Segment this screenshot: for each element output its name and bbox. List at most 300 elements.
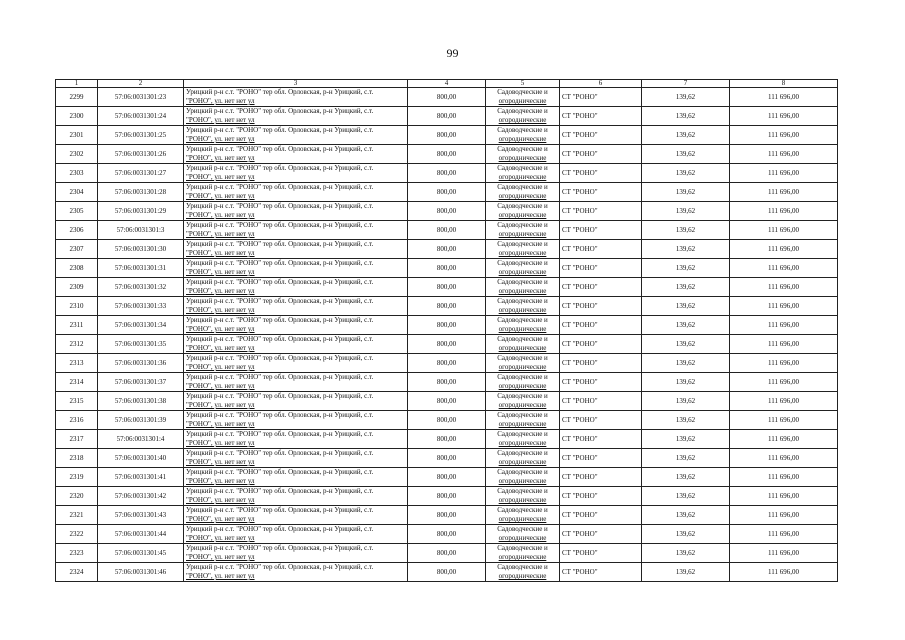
address-line-1: Урицкий р-н с.т. "РОНО" тер обл. Орловская, р-н Урицкий, с.т. xyxy=(186,88,374,96)
cadastral-number: 57:06:0031301:30 xyxy=(98,240,184,259)
land-use-line-2: огороднические xyxy=(498,363,547,371)
table-row xyxy=(56,525,838,544)
address-line-1: Урицкий р-н с.т. "РОНО" тер обл. Орловская, р-н Урицкий, с.т. xyxy=(186,164,374,172)
price-per-unit: 139,62 xyxy=(642,373,730,392)
address-line-1: Урицкий р-н с.т. "РОНО" тер обл. Орловская, р-н Урицкий, с.т. xyxy=(186,126,374,134)
price-per-unit: 139,62 xyxy=(642,335,730,354)
zone-name: СТ "РОНО" xyxy=(560,525,642,544)
land-use-cell xyxy=(486,487,560,506)
area-value: 800,00 xyxy=(408,525,486,544)
total-value: 111 696,00 xyxy=(730,126,838,145)
price-per-unit: 139,62 xyxy=(642,278,730,297)
zone-name: СТ "РОНО" xyxy=(560,430,642,449)
land-use-line-2: огороднические xyxy=(498,211,547,219)
address-cell xyxy=(184,297,408,316)
row-number: 2322 xyxy=(56,525,98,544)
table-row xyxy=(56,506,838,525)
cadastral-number: 57:06:0031301:24 xyxy=(98,107,184,126)
area-value: 800,00 xyxy=(408,278,486,297)
address-cell xyxy=(184,316,408,335)
address-line-1: Урицкий р-н с.т. "РОНО" тер обл. Орловская, р-н Урицкий, с.т. xyxy=(186,202,374,210)
land-use-line-1: Садоводческие и xyxy=(497,221,548,229)
address-line-2: "РОНО", ул. нет нет ул xyxy=(186,97,255,105)
land-use-line-2: огороднические xyxy=(498,268,547,276)
address-cell xyxy=(184,221,408,240)
land-use-line-2: огороднические xyxy=(498,344,547,352)
table-row xyxy=(56,202,838,221)
address-line-1: Урицкий р-н с.т. "РОНО" тер обл. Орловская, р-н Урицкий, с.т. xyxy=(186,373,374,381)
land-use-line-1: Садоводческие и xyxy=(497,278,548,286)
land-use-line-1: Садоводческие и xyxy=(497,126,548,134)
address-line-2: "РОНО", ул. нет нет ул xyxy=(186,192,255,200)
land-use-line-2: огороднические xyxy=(498,135,547,143)
address-cell xyxy=(184,525,408,544)
total-value: 111 696,00 xyxy=(730,335,838,354)
area-value: 800,00 xyxy=(408,449,486,468)
total-value: 111 696,00 xyxy=(730,183,838,202)
total-value: 111 696,00 xyxy=(730,392,838,411)
row-number: 2312 xyxy=(56,335,98,354)
zone-name: СТ "РОНО" xyxy=(560,449,642,468)
land-use-cell xyxy=(486,278,560,297)
row-number: 2300 xyxy=(56,107,98,126)
land-use-cell xyxy=(486,316,560,335)
zone-name: СТ "РОНО" xyxy=(560,506,642,525)
land-use-line-1: Садоводческие и xyxy=(497,411,548,419)
zone-name: СТ "РОНО" xyxy=(560,316,642,335)
area-value: 800,00 xyxy=(408,354,486,373)
price-per-unit: 139,62 xyxy=(642,183,730,202)
land-use-line-1: Садоводческие и xyxy=(497,88,548,96)
land-use-line-2: огороднические xyxy=(498,420,547,428)
land-use-line-1: Садоводческие и xyxy=(497,525,548,533)
total-value: 111 696,00 xyxy=(730,525,838,544)
table-row xyxy=(56,544,838,563)
address-line-1: Урицкий р-н с.т. "РОНО" тер обл. Орловская, р-н Урицкий, с.т. xyxy=(186,354,374,362)
total-value: 111 696,00 xyxy=(730,221,838,240)
address-line-2: "РОНО", ул. нет нет ул xyxy=(186,268,255,276)
table-row xyxy=(56,487,838,506)
land-use-line-1: Садоводческие и xyxy=(497,335,548,343)
address-line-1: Урицкий р-н с.т. "РОНО" тер обл. Орловская, р-н Урицкий, с.т. xyxy=(186,392,374,400)
price-per-unit: 139,62 xyxy=(642,164,730,183)
land-use-line-2: огороднические xyxy=(498,401,547,409)
area-value: 800,00 xyxy=(408,259,486,278)
column-header: 7 xyxy=(642,80,730,88)
address-cell xyxy=(184,411,408,430)
cadastral-number: 57:06:0031301:26 xyxy=(98,145,184,164)
zone-name: СТ "РОНО" xyxy=(560,563,642,582)
cadastral-number: 57:06:0031301:32 xyxy=(98,278,184,297)
address-line-1: Урицкий р-н с.т. "РОНО" тер обл. Орловская, р-н Урицкий, с.т. xyxy=(186,468,374,476)
row-number: 2315 xyxy=(56,392,98,411)
zone-name: СТ "РОНО" xyxy=(560,411,642,430)
area-value: 800,00 xyxy=(408,164,486,183)
row-number: 2304 xyxy=(56,183,98,202)
land-use-line-2: огороднические xyxy=(498,173,547,181)
land-use-line-1: Садоводческие и xyxy=(497,183,548,191)
price-per-unit: 139,62 xyxy=(642,88,730,107)
price-per-unit: 139,62 xyxy=(642,297,730,316)
zone-name: СТ "РОНО" xyxy=(560,202,642,221)
column-header: 2 xyxy=(98,80,184,88)
address-cell xyxy=(184,145,408,164)
land-use-line-2: огороднические xyxy=(498,572,547,580)
zone-name: СТ "РОНО" xyxy=(560,468,642,487)
cadastral-number: 57:06:0031301:43 xyxy=(98,506,184,525)
address-cell xyxy=(184,164,408,183)
area-value: 800,00 xyxy=(408,563,486,582)
price-per-unit: 139,62 xyxy=(642,392,730,411)
land-use-line-2: огороднические xyxy=(498,439,547,447)
zone-name: СТ "РОНО" xyxy=(560,297,642,316)
total-value: 111 696,00 xyxy=(730,88,838,107)
area-value: 800,00 xyxy=(408,240,486,259)
total-value: 111 696,00 xyxy=(730,145,838,164)
address-line-2: "РОНО", ул. нет нет ул xyxy=(186,553,255,561)
address-line-2: "РОНО", ул. нет нет ул xyxy=(186,325,255,333)
zone-name: СТ "РОНО" xyxy=(560,392,642,411)
price-per-unit: 139,62 xyxy=(642,202,730,221)
land-use-line-1: Садоводческие и xyxy=(497,297,548,305)
address-line-2: "РОНО", ул. нет нет ул xyxy=(186,287,255,295)
column-header: 8 xyxy=(730,80,838,88)
total-value: 111 696,00 xyxy=(730,411,838,430)
address-line-1: Урицкий р-н с.т. "РОНО" тер обл. Орловская, р-н Урицкий, с.т. xyxy=(186,563,374,571)
land-use-line-1: Садоводческие и xyxy=(497,544,548,552)
total-value: 111 696,00 xyxy=(730,107,838,126)
land-use-line-1: Садоводческие и xyxy=(497,563,548,571)
address-line-2: "РОНО", ул. нет нет ул xyxy=(186,344,255,352)
total-value: 111 696,00 xyxy=(730,506,838,525)
total-value: 111 696,00 xyxy=(730,373,838,392)
price-per-unit: 139,62 xyxy=(642,354,730,373)
row-number: 2317 xyxy=(56,430,98,449)
area-value: 800,00 xyxy=(408,126,486,145)
cadastral-number: 57:06:0031301:3 xyxy=(98,221,184,240)
price-per-unit: 139,62 xyxy=(642,259,730,278)
total-value: 111 696,00 xyxy=(730,164,838,183)
area-value: 800,00 xyxy=(408,335,486,354)
address-cell xyxy=(184,468,408,487)
price-per-unit: 139,62 xyxy=(642,449,730,468)
zone-name: СТ "РОНО" xyxy=(560,259,642,278)
table-row xyxy=(56,107,838,126)
table-row xyxy=(56,183,838,202)
address-cell xyxy=(184,335,408,354)
address-line-1: Урицкий р-н с.т. "РОНО" тер обл. Орловская, р-н Урицкий, с.т. xyxy=(186,183,374,191)
land-use-cell xyxy=(486,259,560,278)
cadastral-number: 57:06:0031301:4 xyxy=(98,430,184,449)
land-use-cell xyxy=(486,297,560,316)
land-use-line-2: огороднические xyxy=(498,230,547,238)
total-value: 111 696,00 xyxy=(730,563,838,582)
address-cell xyxy=(184,107,408,126)
table-row xyxy=(56,392,838,411)
address-cell xyxy=(184,449,408,468)
cadastral-number: 57:06:0031301:40 xyxy=(98,449,184,468)
land-use-line-1: Садоводческие и xyxy=(497,259,548,267)
land-use-line-2: огороднические xyxy=(498,496,547,504)
table-row xyxy=(56,316,838,335)
row-number: 2301 xyxy=(56,126,98,145)
address-line-1: Урицкий р-н с.т. "РОНО" тер обл. Орловская, р-н Урицкий, с.т. xyxy=(186,430,374,438)
land-use-cell xyxy=(486,202,560,221)
address-cell xyxy=(184,183,408,202)
land-use-line-2: огороднические xyxy=(498,97,547,105)
address-line-2: "РОНО", ул. нет нет ул xyxy=(186,249,255,257)
area-value: 800,00 xyxy=(408,88,486,107)
address-cell xyxy=(184,373,408,392)
cadastral-number: 57:06:0031301:27 xyxy=(98,164,184,183)
land-use-line-1: Садоводческие и xyxy=(497,202,548,210)
row-number: 2314 xyxy=(56,373,98,392)
column-header: 5 xyxy=(486,80,560,88)
row-number: 2321 xyxy=(56,506,98,525)
address-line-2: "РОНО", ул. нет нет ул xyxy=(186,534,255,542)
land-use-cell xyxy=(486,335,560,354)
address-cell xyxy=(184,506,408,525)
table-row xyxy=(56,297,838,316)
price-per-unit: 139,62 xyxy=(642,240,730,259)
land-use-cell xyxy=(486,506,560,525)
address-line-2: "РОНО", ул. нет нет ул xyxy=(186,572,255,580)
row-number: 2307 xyxy=(56,240,98,259)
area-value: 800,00 xyxy=(408,392,486,411)
table-row xyxy=(56,240,838,259)
land-use-line-2: огороднические xyxy=(498,116,547,124)
column-header: 1 xyxy=(56,80,98,88)
zone-name: СТ "РОНО" xyxy=(560,487,642,506)
table-row xyxy=(56,430,838,449)
area-value: 800,00 xyxy=(408,411,486,430)
land-use-line-1: Садоводческие и xyxy=(497,354,548,362)
cadastral-number: 57:06:0031301:37 xyxy=(98,373,184,392)
total-value: 111 696,00 xyxy=(730,449,838,468)
address-line-2: "РОНО", ул. нет нет ул xyxy=(186,420,255,428)
column-header: 4 xyxy=(408,80,486,88)
land-use-cell xyxy=(486,354,560,373)
table-row xyxy=(56,335,838,354)
area-value: 800,00 xyxy=(408,430,486,449)
price-per-unit: 139,62 xyxy=(642,506,730,525)
total-value: 111 696,00 xyxy=(730,544,838,563)
address-cell xyxy=(184,354,408,373)
land-use-line-2: огороднические xyxy=(498,477,547,485)
table-row xyxy=(56,126,838,145)
land-use-cell xyxy=(486,88,560,107)
table-row xyxy=(56,354,838,373)
address-line-2: "РОНО", ул. нет нет ул xyxy=(186,211,255,219)
address-line-1: Урицкий р-н с.т. "РОНО" тер обл. Орловская, р-н Урицкий, с.т. xyxy=(186,145,374,153)
land-use-cell xyxy=(486,563,560,582)
address-line-2: "РОНО", ул. нет нет ул xyxy=(186,116,255,124)
address-line-1: Урицкий р-н с.т. "РОНО" тер обл. Орловская, р-н Урицкий, с.т. xyxy=(186,449,374,457)
land-use-line-2: огороднические xyxy=(498,458,547,466)
address-line-1: Урицкий р-н с.т. "РОНО" тер обл. Орловская, р-н Урицкий, с.т. xyxy=(186,240,374,248)
address-cell xyxy=(184,202,408,221)
land-use-cell xyxy=(486,145,560,164)
cadastral-number: 57:06:0031301:45 xyxy=(98,544,184,563)
address-line-1: Урицкий р-н с.т. "РОНО" тер обл. Орловская, р-н Урицкий, с.т. xyxy=(186,107,374,115)
land-use-line-1: Садоводческие и xyxy=(497,316,548,324)
area-value: 800,00 xyxy=(408,487,486,506)
price-per-unit: 139,62 xyxy=(642,487,730,506)
cadastral-number: 57:06:0031301:42 xyxy=(98,487,184,506)
land-use-line-1: Садоводческие и xyxy=(497,240,548,248)
page-number: 99 xyxy=(446,46,459,60)
land-use-line-2: огороднические xyxy=(498,325,547,333)
zone-name: СТ "РОНО" xyxy=(560,164,642,183)
total-value: 111 696,00 xyxy=(730,278,838,297)
cadastral-number: 57:06:0031301:34 xyxy=(98,316,184,335)
table-row xyxy=(56,259,838,278)
price-per-unit: 139,62 xyxy=(642,107,730,126)
table-row xyxy=(56,221,838,240)
zone-name: СТ "РОНО" xyxy=(560,354,642,373)
row-number: 2308 xyxy=(56,259,98,278)
land-use-cell xyxy=(486,430,560,449)
row-number: 2323 xyxy=(56,544,98,563)
table-row xyxy=(56,164,838,183)
cadastral-number: 57:06:0031301:39 xyxy=(98,411,184,430)
address-line-2: "РОНО", ул. нет нет ул xyxy=(186,306,255,314)
row-number: 2302 xyxy=(56,145,98,164)
total-value: 111 696,00 xyxy=(730,430,838,449)
address-line-1: Урицкий р-н с.т. "РОНО" тер обл. Орловская, р-н Урицкий, с.т. xyxy=(186,506,374,514)
land-use-cell xyxy=(486,468,560,487)
land-use-cell xyxy=(486,449,560,468)
row-number: 2324 xyxy=(56,563,98,582)
address-line-1: Урицкий р-н с.т. "РОНО" тер обл. Орловская, р-н Урицкий, с.т. xyxy=(186,259,374,267)
address-line-1: Урицкий р-н с.т. "РОНО" тер обл. Орловская, р-н Урицкий, с.т. xyxy=(186,297,374,305)
zone-name: СТ "РОНО" xyxy=(560,183,642,202)
land-use-cell xyxy=(486,164,560,183)
table-row xyxy=(56,563,838,582)
address-cell xyxy=(184,126,408,145)
total-value: 111 696,00 xyxy=(730,259,838,278)
cadastral-number: 57:06:0031301:38 xyxy=(98,392,184,411)
land-use-cell xyxy=(486,525,560,544)
cadastral-number: 57:06:0031301:46 xyxy=(98,563,184,582)
land-use-line-1: Садоводческие и xyxy=(497,468,548,476)
address-cell xyxy=(184,392,408,411)
address-line-1: Урицкий р-н с.т. "РОНО" тер обл. Орловская, р-н Урицкий, с.т. xyxy=(186,544,374,552)
land-use-cell xyxy=(486,373,560,392)
land-use-cell xyxy=(486,107,560,126)
total-value: 111 696,00 xyxy=(730,240,838,259)
land-use-cell xyxy=(486,240,560,259)
area-value: 800,00 xyxy=(408,221,486,240)
table-row xyxy=(56,373,838,392)
column-header: 6 xyxy=(560,80,642,88)
address-cell xyxy=(184,544,408,563)
address-cell xyxy=(184,430,408,449)
land-use-line-2: огороднические xyxy=(498,249,547,257)
cadastral-number: 57:06:0031301:28 xyxy=(98,183,184,202)
cadastral-number: 57:06:0031301:44 xyxy=(98,525,184,544)
land-use-cell xyxy=(486,411,560,430)
price-per-unit: 139,62 xyxy=(642,525,730,544)
total-value: 111 696,00 xyxy=(730,487,838,506)
row-number: 2311 xyxy=(56,316,98,335)
zone-name: СТ "РОНО" xyxy=(560,145,642,164)
land-use-cell xyxy=(486,221,560,240)
land-use-line-2: огороднические xyxy=(498,553,547,561)
total-value: 111 696,00 xyxy=(730,468,838,487)
address-line-2: "РОНО", ул. нет нет ул xyxy=(186,363,255,371)
address-line-1: Урицкий р-н с.т. "РОНО" тер обл. Орловская, р-н Урицкий, с.т. xyxy=(186,525,374,533)
price-per-unit: 139,62 xyxy=(642,563,730,582)
area-value: 800,00 xyxy=(408,183,486,202)
land-use-line-1: Садоводческие и xyxy=(497,164,548,172)
zone-name: СТ "РОНО" xyxy=(560,126,642,145)
address-line-1: Урицкий р-н с.т. "РОНО" тер обл. Орловская, р-н Урицкий, с.т. xyxy=(186,411,374,419)
land-use-line-1: Садоводческие и xyxy=(497,487,548,495)
area-value: 800,00 xyxy=(408,373,486,392)
zone-name: СТ "РОНО" xyxy=(560,373,642,392)
land-use-line-1: Садоводческие и xyxy=(497,392,548,400)
address-line-1: Урицкий р-н с.т. "РОНО" тер обл. Орловская, р-н Урицкий, с.т. xyxy=(186,278,374,286)
row-number: 2299 xyxy=(56,88,98,107)
price-per-unit: 139,62 xyxy=(642,468,730,487)
land-use-line-2: огороднические xyxy=(498,192,547,200)
address-cell xyxy=(184,240,408,259)
land-use-line-2: огороднические xyxy=(498,534,547,542)
row-number: 2310 xyxy=(56,297,98,316)
zone-name: СТ "РОНО" xyxy=(560,107,642,126)
address-line-1: Урицкий р-н с.т. "РОНО" тер обл. Орловская, р-н Урицкий, с.т. xyxy=(186,335,374,343)
address-cell xyxy=(184,259,408,278)
total-value: 111 696,00 xyxy=(730,354,838,373)
land-use-line-2: огороднические xyxy=(498,154,547,162)
table-row xyxy=(56,278,838,297)
table-row xyxy=(56,411,838,430)
land-use-cell xyxy=(486,126,560,145)
total-value: 111 696,00 xyxy=(730,316,838,335)
table-row xyxy=(56,468,838,487)
land-use-line-1: Садоводческие и xyxy=(497,373,548,381)
table-row xyxy=(56,88,838,107)
register-table xyxy=(55,79,838,582)
area-value: 800,00 xyxy=(408,468,486,487)
area-value: 800,00 xyxy=(408,145,486,164)
land-use-line-2: огороднические xyxy=(498,287,547,295)
cadastral-number: 57:06:0031301:29 xyxy=(98,202,184,221)
address-line-2: "РОНО", ул. нет нет ул xyxy=(186,382,255,390)
zone-name: СТ "РОНО" xyxy=(560,240,642,259)
price-per-unit: 139,62 xyxy=(642,145,730,164)
cadastral-number: 57:06:0031301:31 xyxy=(98,259,184,278)
address-line-1: Урицкий р-н с.т. "РОНО" тер обл. Орловская, р-н Урицкий, с.т. xyxy=(186,221,374,229)
address-cell xyxy=(184,563,408,582)
zone-name: СТ "РОНО" xyxy=(560,221,642,240)
price-per-unit: 139,62 xyxy=(642,221,730,240)
address-line-2: "РОНО", ул. нет нет ул xyxy=(186,135,255,143)
price-per-unit: 139,62 xyxy=(642,411,730,430)
row-number: 2318 xyxy=(56,449,98,468)
area-value: 800,00 xyxy=(408,316,486,335)
land-use-line-2: огороднические xyxy=(498,306,547,314)
cadastral-number: 57:06:0031301:35 xyxy=(98,335,184,354)
address-line-2: "РОНО", ул. нет нет ул xyxy=(186,401,255,409)
area-value: 800,00 xyxy=(408,107,486,126)
table-row xyxy=(56,449,838,468)
address-line-2: "РОНО", ул. нет нет ул xyxy=(186,173,255,181)
land-use-line-1: Садоводческие и xyxy=(497,449,548,457)
cadastral-number: 57:06:0031301:33 xyxy=(98,297,184,316)
address-line-1: Урицкий р-н с.т. "РОНО" тер обл. Орловская, р-н Урицкий, с.т. xyxy=(186,316,374,324)
